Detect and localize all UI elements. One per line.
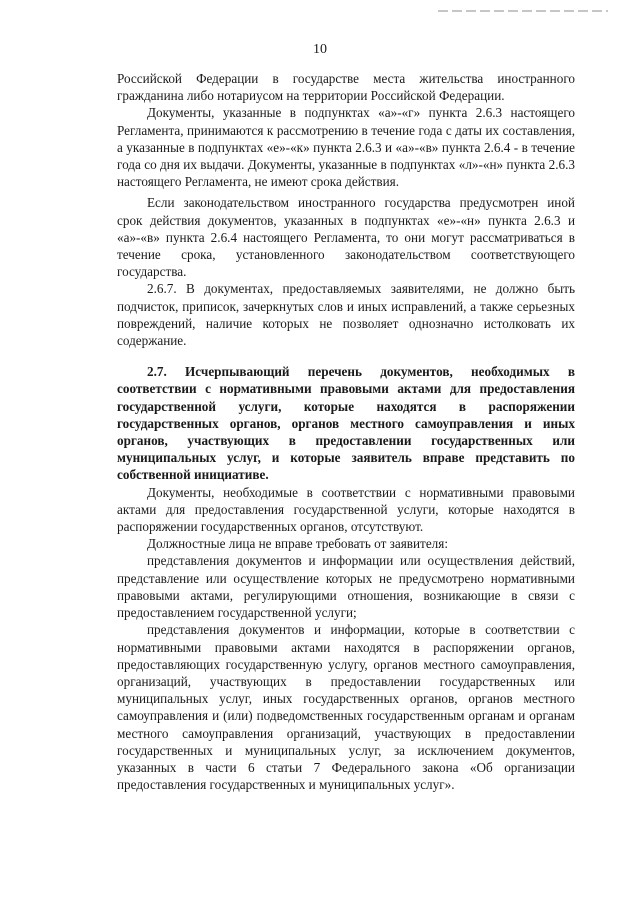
paragraph-foreign-law: Если законодательством иностранного государства предусмотрен иной срок действия документов, указанных в подпунктах «е»-«н» пункта 2.6.3 и «а»-«в» пункта 2.6.4 настоящего Регламента, то они могут рассматриваться в течение срока, установленного законодательством соответствующего государства. — [117, 195, 575, 280]
paragraph-documents-absent: Документы, необходимые в соответствии с нормативными правовыми актами для предоставления государственной услуги, которые находятся в распоряжении государственных органов, отсутствуют. — [117, 484, 575, 535]
page-number: 10 — [313, 42, 327, 57]
paragraph-validity-period: Документы, указанные в подпунктах «а»-«г» пункта 2.6.3 настоящего Регламента, принимаются к рассмотрению в течение года с даты их составления, а указанные в подпунктах «е»-«к» пункта 2.6.3 и «а»-«в» пункта 2.6.4 - в течение года со дня их выдачи. Документы, указанные в подпунктах «л»-«н» пункта 2.6.3 настоящего Регламента, не имеют срока действия. — [117, 105, 575, 190]
paragraph-2-6-7: 2.6.7. В документах, предоставляемых заявителями, не должно быть подчисток, приписок, зачеркнутых слов и иных исправлений, а также серьезных повреждений, наличие которых не позволяет однозначно истолковать их содержание. — [117, 281, 575, 349]
paragraph-continuation: Российской Федерации в государстве места жительства иностранного гражданина либо нотариусом на территории Российской Федерации. — [117, 71, 575, 104]
paragraph-item-documents: представления документов и информации, которые в соответствии с нормативными правовыми актами находятся в распоряжении органов, предоставляющих государственную услугу, органов местного самоуправления, организаций, участвующих в предоставлении государственных или муниципальных услуг, иных государственных органов, органов местного самоуправления и (или) подведомственных государственным органам и органам местного самоуправления организаций, участвующих в предоставлении государственных и муниципальных услуг, за исключением документов, указанных в части 6 статьи 7 Федерального закона «Об организации предоставления государственных и муниципальных услуг». — [117, 622, 575, 793]
paragraph-item-actions: представления документов и информации или осуществления действий, представление или осуществление которых не предусмотрено нормативными правовыми актами, регулирующими отношения, возникающие в связи с предоставлением государственной услуги; — [117, 553, 575, 621]
section-heading-2-7: 2.7. Исчерпывающий перечень документов, необходимых в соответствии с нормативными правовыми актами для предоставления государственной услуги, которые находятся в распоряжении государственных органов, органов местного самоуправления и иных органов, участвующих в предоставлении государственных или муниципальных услуг, и которые заявитель вправе представить по собственной инициативе. — [117, 364, 575, 483]
paragraph-officials-not-entitled: Должностные лица не вправе требовать от заявителя: — [147, 536, 448, 552]
document-body — [117, 70, 575, 793]
scan-artifact-line — [438, 10, 608, 12]
